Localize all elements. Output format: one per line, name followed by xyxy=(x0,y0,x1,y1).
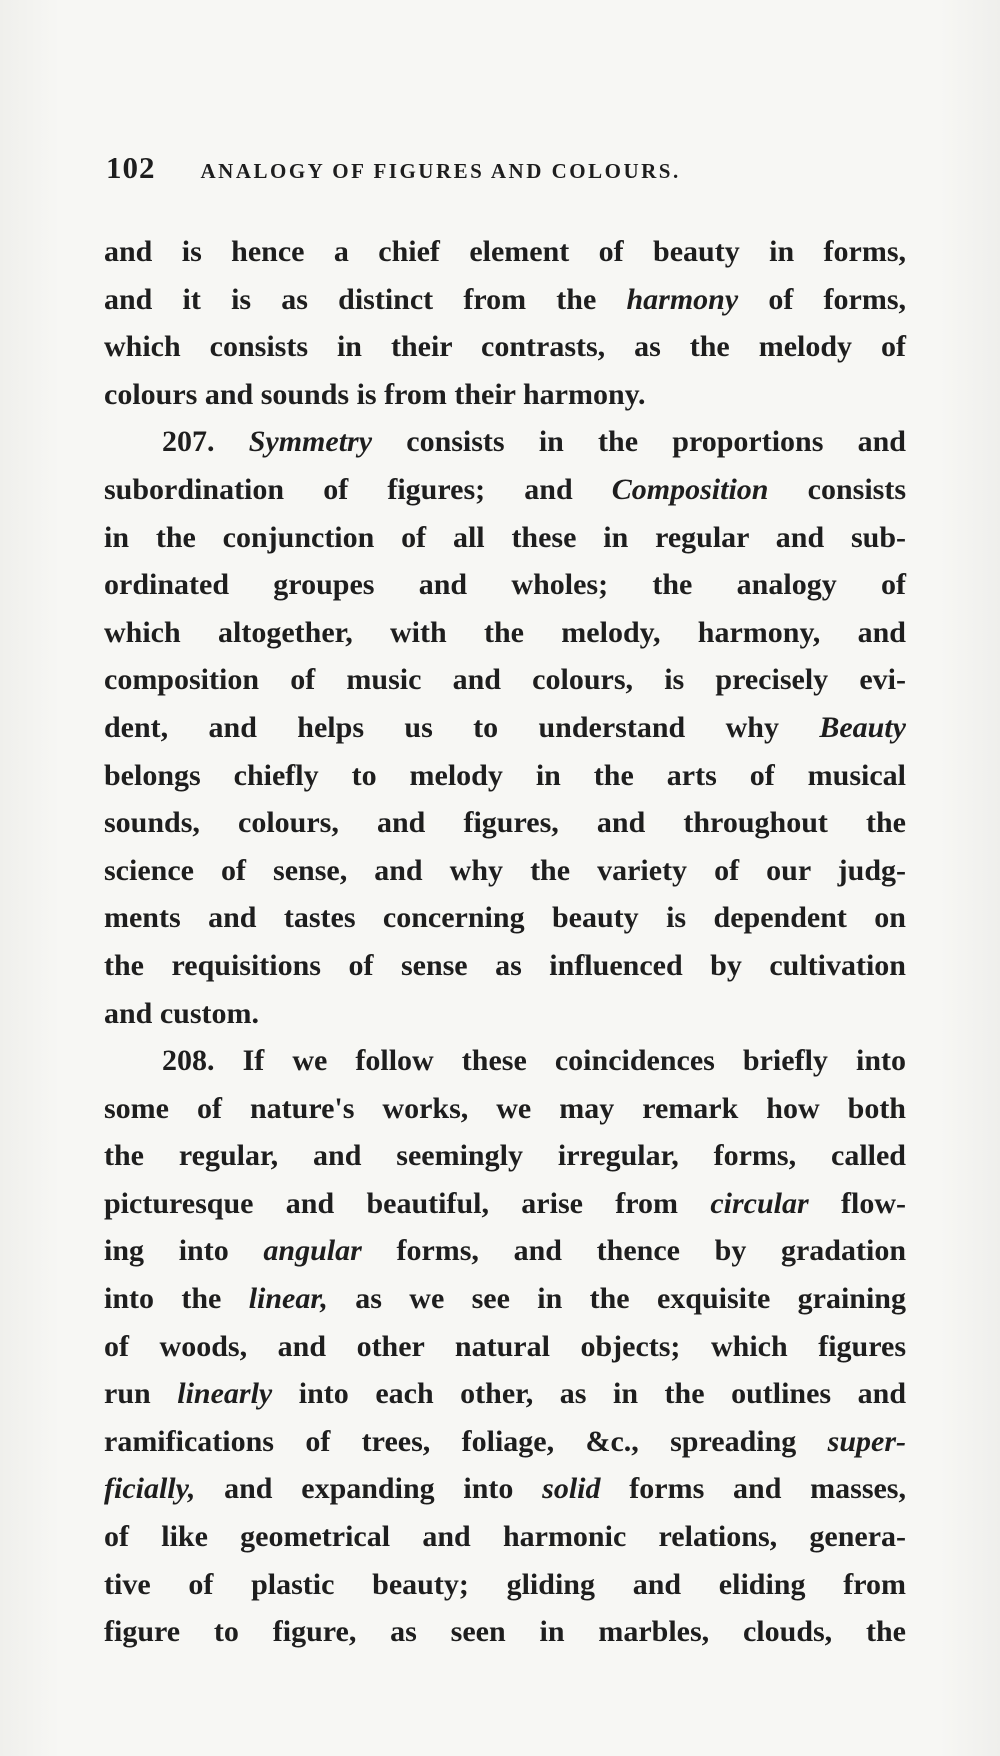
text-line xyxy=(104,1418,906,1466)
text-span: forms and masses, xyxy=(600,1472,906,1506)
text-span: belongs chiefly to melody in the arts of musical xyxy=(104,758,906,792)
text-span: and it is as distinct from the xyxy=(104,282,627,316)
text-line xyxy=(104,371,906,419)
text-span: dent, and helps us to understand why xyxy=(104,710,820,744)
text-span: which consists in their contrasts, as the melody of xyxy=(104,330,906,364)
running-head: ANALOGY OF FIGURES AND COLOURS. xyxy=(200,159,681,183)
text-span: colours and sounds is from their harmony. xyxy=(104,377,646,411)
text-span: into the xyxy=(104,1282,249,1316)
italic-text: harmony xyxy=(626,282,739,316)
text-span: ordinated groupes and wholes; the analogy of xyxy=(104,568,906,602)
text-line xyxy=(104,228,906,276)
text-span: run xyxy=(104,1377,178,1411)
text-span: 207. xyxy=(162,425,249,459)
text-span: consists in the proportions and xyxy=(372,425,906,459)
text-span: ments and tastes concerning beauty is dependent on xyxy=(104,901,906,935)
text-span: and is hence a chief element of beauty in forms, xyxy=(104,235,906,268)
text-span: figure to figure, as seen in marbles, clouds, the xyxy=(104,1615,906,1649)
text-line xyxy=(104,656,906,704)
text-span: the requisitions of sense as influenced by cultivation xyxy=(104,948,906,982)
text-line xyxy=(104,276,906,324)
text-span: subordination of figures; and xyxy=(104,472,612,506)
text-span: of forms, xyxy=(738,282,906,316)
text-line xyxy=(104,466,906,514)
page-number: 102 xyxy=(106,150,156,185)
text-line xyxy=(104,990,906,1038)
italic-text: linear, xyxy=(248,1282,328,1316)
text-span: ramifications of trees, foliage, &c., spreading xyxy=(104,1424,828,1458)
italic-text: Beauty xyxy=(819,710,906,744)
text-line xyxy=(104,894,906,942)
text-line xyxy=(104,561,906,609)
text-line xyxy=(104,1561,906,1609)
italic-text: linearly xyxy=(177,1377,273,1411)
italic-text: solid xyxy=(542,1472,601,1506)
text-line xyxy=(104,323,906,371)
text-line xyxy=(104,514,906,562)
text-line xyxy=(104,418,906,466)
text-line xyxy=(104,847,906,895)
text-span: 208. If we follow these coincidences briefly into xyxy=(162,1044,906,1078)
text-span: science of sense, and why the variety of our judg- xyxy=(104,853,906,887)
text-span: and expanding into xyxy=(195,1472,543,1506)
text-span: as we see in the exquisite graining xyxy=(327,1282,906,1316)
text-line xyxy=(104,1370,906,1418)
text-span: which altogether, with the melody, harmony, and xyxy=(104,615,906,649)
text-span: picturesque and beautiful, arise from xyxy=(104,1186,711,1220)
text-span: and custom. xyxy=(104,996,260,1030)
italic-text: ficially, xyxy=(104,1472,196,1506)
text-line xyxy=(104,799,906,847)
text-span: in the conjunction of all these in regular and sub- xyxy=(104,520,906,554)
text-span: sounds, colours, and figures, and throughout the xyxy=(104,806,906,840)
text-line xyxy=(104,1227,906,1275)
text-line xyxy=(104,1275,906,1323)
italic-text: circular xyxy=(710,1186,809,1220)
text-line xyxy=(104,1180,906,1228)
text-line xyxy=(104,1132,906,1180)
page-header xyxy=(106,150,906,194)
text-line xyxy=(104,1037,906,1085)
text-line xyxy=(104,704,906,752)
text-line xyxy=(104,1608,906,1656)
text-line xyxy=(104,1465,906,1513)
text-span: some of nature's works, we may remark how both xyxy=(104,1091,906,1125)
text-line xyxy=(104,1323,906,1371)
text-span: the regular, and seemingly irregular, forms, called xyxy=(104,1139,906,1173)
text-span: tive of plastic beauty; gliding and eliding from xyxy=(104,1567,906,1601)
text-span: forms, and thence by gradation xyxy=(361,1234,907,1268)
body-text xyxy=(104,228,906,1656)
italic-text: angular xyxy=(263,1234,362,1268)
italic-text: super- xyxy=(827,1424,906,1458)
text-span: flow- xyxy=(808,1186,906,1220)
text-span: into each other, as in the outlines and xyxy=(272,1377,907,1411)
text-span: of woods, and other natural objects; which figures xyxy=(104,1329,906,1363)
text-line xyxy=(104,609,906,657)
text-span: of like geometrical and harmonic relations, genera- xyxy=(104,1520,906,1554)
text-line xyxy=(104,1085,906,1133)
text-span: composition of music and colours, is precisely evi- xyxy=(104,663,906,697)
text-line xyxy=(104,752,906,800)
text-span: ing into xyxy=(104,1234,264,1268)
text-line xyxy=(104,1513,906,1561)
text-span: consists xyxy=(768,472,906,506)
text-line xyxy=(104,942,906,990)
italic-text: Composition xyxy=(611,472,769,506)
italic-text: Symmetry xyxy=(248,425,373,459)
